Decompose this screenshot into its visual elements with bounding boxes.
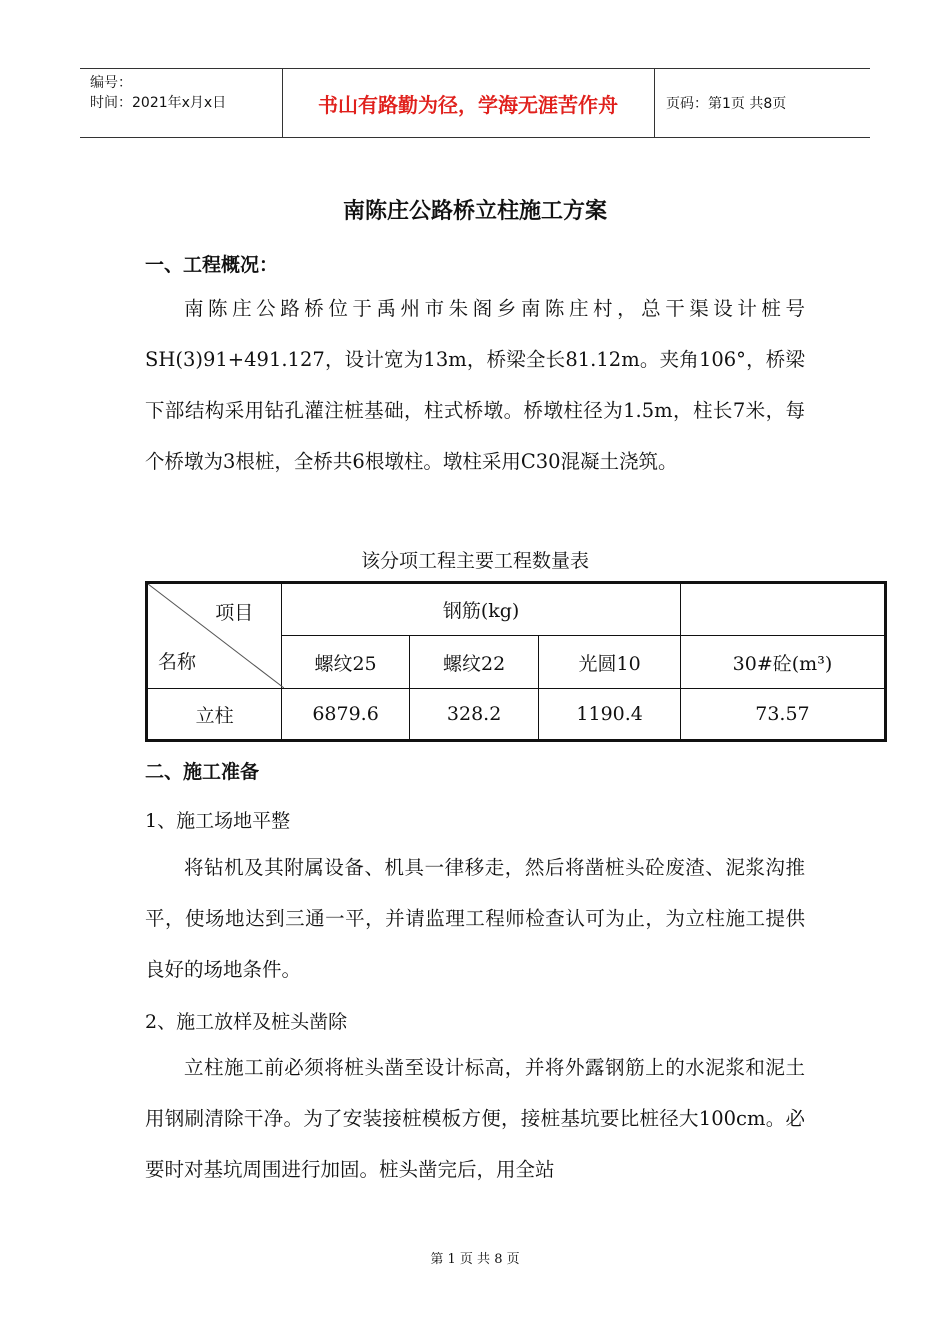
table-corner-cell <box>147 583 282 689</box>
subsection1-heading: 1、施工场地平整 <box>145 810 291 832</box>
table-cell: 73.57 <box>680 689 885 741</box>
header-meta <box>90 73 226 113</box>
quantity-table <box>145 581 887 742</box>
column-header: 螺纹25 <box>282 636 410 689</box>
table-row <box>147 689 886 741</box>
time-label: 时间：2021年x月x日 <box>90 95 227 111</box>
page-header <box>80 68 870 138</box>
section1-heading: 一、工程概况： <box>145 254 279 276</box>
header-page-info: 页码：第1页 共8页 <box>666 96 787 112</box>
subsection2-paragraph: 立柱施工前必须将桩头凿至设计标高，并将外露钢筋上的水泥浆和泥土用钢刷清除干净。为了安装接桩模板方便，接桩基坑要比桩径大100cm。必要时对基坑周围进行加固。桩头凿完后，用全站 <box>145 1056 805 1181</box>
column-header: 螺纹22 <box>409 636 539 689</box>
subsection2-heading: 2、施工放样及桩头凿除 <box>145 1011 348 1033</box>
column-header: 30#砼(m³) <box>680 636 885 689</box>
header-divider <box>654 69 655 137</box>
corner-top-label: 项目 <box>215 602 254 624</box>
empty-header-cell <box>680 583 885 636</box>
page-footer: 第 1 页 共 8 页 <box>430 1252 520 1267</box>
document-title: 南陈庄公路桥立柱施工方案 <box>342 199 607 224</box>
corner-bottom-label: 名称 <box>158 651 197 673</box>
section1-paragraph: 南陈庄公路桥位于禹州市朱阁乡南陈庄村，总干渠设计桩号SH(3)91+491.127，设计宽为13m，桥梁全长81.12m。夹角106°，桥梁下部结构采用钻孔灌注桩基础，柱式桥墩。桥墩柱径为1.5m，柱长7米，每个桥墩为3根桩，全桥共6根墩柱。墩柱采用C30混凝土浇筑。 <box>145 297 805 473</box>
section2-heading: 二、施工准备 <box>145 761 260 783</box>
header-motto: 书山有路勤为径，学海无涯苦作舟 <box>318 92 618 117</box>
group-header: 钢筋(kg) <box>282 583 681 636</box>
number-label: 编号： <box>90 75 132 91</box>
subsection1-paragraph: 将钻机及其附属设备、机具一律移走，然后将凿桩头砼废渣、泥浆沟推平，使场地达到三通一平，并请监理工程师检查认可为止，为立柱施工提供良好的场地条件。 <box>145 856 805 981</box>
table-caption: 该分项工程主要工程数量表 <box>360 550 589 572</box>
row-name: 立柱 <box>147 689 282 741</box>
table-cell: 6879.6 <box>282 689 410 741</box>
column-header: 光圆10 <box>539 636 681 689</box>
table-cell: 1190.4 <box>539 689 681 741</box>
table-cell: 328.2 <box>409 689 539 741</box>
